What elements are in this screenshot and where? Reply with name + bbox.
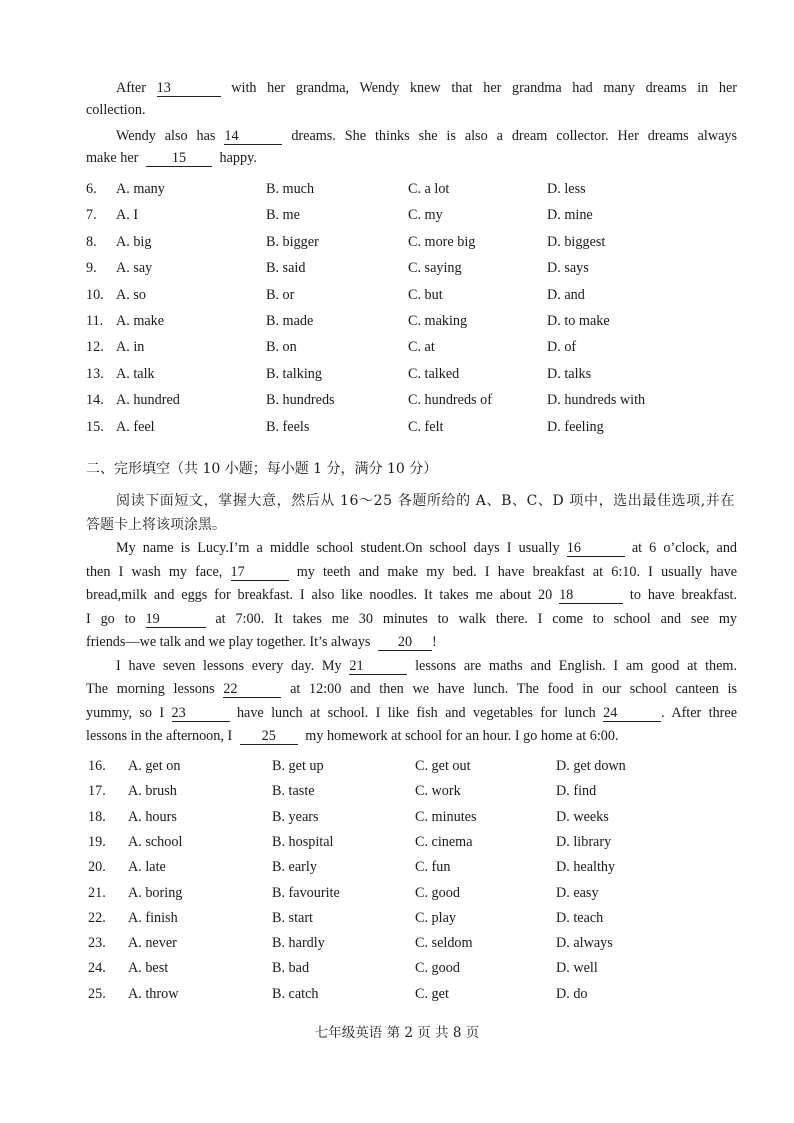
option-c: C. saying (408, 260, 462, 277)
instructions-line1: 阅读下面短文，掌握大意，然后从 16～25 各题所给的 A、B、C、D 项中，选出最佳选项,并在 (116, 493, 736, 509)
option-d: D. biggest (547, 233, 606, 250)
option-c: C. felt (408, 418, 444, 435)
option-a: A. get on (128, 758, 181, 774)
passage2-line7 (86, 681, 737, 698)
blank-18: 18 (559, 588, 623, 604)
option-a: A. school (128, 833, 183, 850)
option-a: A. best (128, 960, 169, 977)
option-row (0, 181, 794, 201)
passage2-text: have lunch at school. I like fish and vegetables for lunch (236, 705, 596, 721)
option-a: A. hundred (116, 392, 180, 409)
option-b: B. feels (266, 418, 310, 435)
blank-17: 17 (231, 565, 289, 581)
option-d: D. hundreds with (547, 392, 646, 409)
option-c: C. talked (408, 365, 460, 382)
passage2-line6 (86, 658, 737, 675)
passage1-text: with her grandma, Wendy knew that her grandma had many dreams in her (231, 80, 738, 96)
question-number: 6. (86, 181, 97, 197)
blank-22: 22 (223, 682, 281, 698)
option-d: D. always (556, 935, 613, 952)
option-row (0, 783, 794, 803)
option-a: A. I (116, 207, 139, 224)
passage2-text: to have breakfast. (629, 587, 737, 603)
blank-24-group (603, 705, 737, 721)
option-d: D. do (556, 985, 588, 1002)
passage2-text: I go to (86, 611, 136, 627)
option-row (0, 392, 794, 412)
option-d: D. feeling (547, 418, 604, 435)
question-number: 22. (88, 909, 106, 926)
passage2-text: yummy, so I (86, 705, 165, 721)
option-row (0, 910, 794, 930)
passage2-text: at 7:00. It takes me 30 minutes to walk there. I come to school and see my (215, 611, 738, 627)
option-c: C. a lot (408, 181, 450, 197)
option-d: D. healthy (556, 859, 616, 876)
question-number: 7. (86, 207, 97, 224)
question-number: 23. (88, 935, 106, 952)
option-c: C. at (408, 339, 435, 356)
option-c: C. minutes (415, 808, 477, 825)
option-d: D. library (556, 833, 612, 850)
question-number: 12. (86, 339, 104, 356)
option-c: C. good (415, 884, 460, 901)
option-b: B. get up (272, 758, 324, 774)
option-d: D. mine (547, 207, 593, 224)
passage2-text: at 6 o’clock, and (631, 540, 738, 556)
option-b: B. said (266, 260, 306, 277)
option-d: D. less (547, 181, 586, 197)
passage2-line8 (86, 705, 737, 722)
option-c: C. get (415, 985, 449, 1002)
option-row (0, 260, 794, 280)
option-a: A. never (128, 935, 177, 952)
option-b: B. or (266, 286, 295, 303)
option-d: D. and (547, 286, 585, 303)
option-d: D. talks (547, 365, 592, 382)
blank-23: 23 (172, 706, 230, 722)
option-d: D. well (556, 960, 598, 977)
blank-21: 21 (349, 659, 407, 675)
option-b: B. hardly (272, 935, 325, 952)
option-b: B. catch (272, 985, 319, 1002)
option-row (0, 809, 794, 829)
question-number: 17. (88, 783, 106, 800)
option-b: B. made (266, 313, 314, 329)
option-b: B. favourite (272, 884, 340, 901)
passage2-line4 (86, 611, 737, 628)
option-d: D. says (547, 260, 589, 277)
option-c: C. my (408, 207, 443, 224)
option-c: C. but (408, 286, 443, 303)
option-row (0, 207, 794, 227)
option-row (0, 859, 794, 879)
question-number: 14. (86, 392, 104, 409)
option-d: D. easy (556, 884, 599, 901)
option-c: C. seldom (415, 935, 473, 952)
passage2-text: at 12:00 and then we have lunch. The food in our school canteen is (290, 681, 738, 697)
blank-24: 24 (603, 706, 661, 722)
question-number: 20. (88, 859, 106, 876)
option-c: C. cinema (415, 833, 473, 850)
instructions-line2: 答题卡上将该项涂黑。 (86, 517, 226, 533)
question-number: 13. (86, 365, 104, 382)
passage1-line3 (86, 128, 737, 145)
option-a: A. make (116, 313, 165, 329)
question-number: 9. (86, 260, 97, 277)
option-row (0, 419, 794, 439)
option-a: A. late (128, 859, 166, 876)
option-c: C. more big (408, 233, 476, 250)
option-d: D. get down (556, 758, 626, 774)
question-number: 21. (88, 884, 106, 901)
option-a: A. in (116, 339, 145, 356)
option-c: C. work (415, 783, 461, 800)
option-row (0, 986, 794, 1006)
question-number: 24. (88, 960, 106, 977)
blank-20: 20 (378, 635, 432, 651)
passage2-text: friends—we talk and we play together. It’s always (86, 634, 371, 650)
passage1-line2: collection. (86, 102, 146, 118)
blank-14: 14 (224, 129, 282, 145)
blank-25: 25 (240, 729, 298, 745)
option-a: A. hours (128, 808, 177, 825)
option-row (0, 287, 794, 307)
question-number: 16. (88, 758, 106, 774)
option-row (0, 234, 794, 254)
option-a: A. big (116, 233, 152, 250)
section-heading: 二、完形填空（共 10 小题；每小题 1 分，满分 10 分） (86, 461, 438, 477)
option-a: A. brush (128, 783, 177, 800)
passage1-text: Wendy also has (116, 128, 216, 144)
passage1-line4 (86, 150, 257, 167)
option-d: D. of (547, 339, 577, 356)
option-b: B. hundreds (266, 392, 335, 409)
option-row (0, 366, 794, 386)
option-a: A. many (116, 181, 165, 197)
passage2-text: lessons are maths and English. I am good at them. (415, 658, 738, 674)
option-b: B. bigger (266, 233, 319, 250)
passage2-text: lessons in the afternoon, I (86, 728, 233, 744)
option-a: A. boring (128, 884, 183, 901)
option-row (0, 313, 794, 333)
blank-16: 16 (567, 541, 625, 557)
passage2-text: My name is Lucy.I’m a middle school student.On school days I usually (116, 540, 560, 556)
option-row (0, 960, 794, 980)
passage2-text: The morning lessons (86, 681, 215, 697)
option-d: D. teach (556, 909, 604, 926)
option-c: C. fun (415, 859, 451, 876)
option-a: A. finish (128, 909, 178, 926)
passage2-line1 (86, 540, 737, 557)
page-footer: 七年级英语 第 2 页 共 8 页 (314, 1025, 480, 1041)
option-a: A. say (116, 260, 153, 277)
option-d: D. weeks (556, 808, 609, 825)
blank-13: 13 (157, 81, 221, 97)
passage1-text: happy. (219, 150, 257, 166)
option-c: C. making (408, 313, 468, 329)
option-c: C. play (415, 909, 456, 926)
option-c: C. good (415, 960, 460, 977)
passage2-text: my homework at school for an hour. I go home at 6:00. (305, 728, 619, 744)
option-b: B. me (266, 207, 300, 224)
option-row (0, 834, 794, 854)
option-b: B. talking (266, 365, 322, 382)
option-b: B. on (266, 339, 297, 356)
option-b: B. much (266, 181, 315, 197)
passage1-line1 (86, 80, 737, 97)
option-a: A. feel (116, 418, 155, 435)
option-row (0, 885, 794, 905)
question-number: 19. (88, 833, 106, 850)
passage2-text: I have seven lessons every day. My (116, 658, 342, 674)
option-b: B. years (272, 808, 319, 825)
passage1-text: make her (86, 150, 139, 166)
option-c: C. hundreds of (408, 392, 492, 409)
passage2-text: my teeth and make my bed. I have breakfast at 6:10. I usually have (296, 564, 738, 580)
passage2-text: ! (432, 634, 437, 650)
option-row (0, 339, 794, 359)
question-number: 11. (86, 313, 104, 329)
passage1-text: dreams. She thinks she is also a dream collector. Her dreams always (291, 128, 738, 144)
option-d: D. find (556, 783, 597, 800)
option-a: A. so (116, 286, 146, 303)
option-a: A. talk (116, 365, 155, 382)
blank-19: 19 (146, 612, 206, 628)
passage2-text: then I wash my face, (86, 564, 223, 580)
passage2-text: bread,milk and eggs for breakfast. I also like noodles. It takes me about 20 (86, 587, 553, 603)
passage1-text: After (116, 80, 146, 96)
passage2-text: . After three (661, 705, 738, 721)
option-c: C. get out (415, 758, 471, 774)
option-b: B. bad (272, 960, 310, 977)
option-b: B. early (272, 859, 317, 876)
passage2-line5 (86, 634, 437, 651)
passage2-line2 (86, 564, 737, 581)
option-row (0, 758, 794, 778)
blank-15: 15 (146, 151, 212, 167)
option-b: B. taste (272, 783, 315, 800)
question-number: 25. (88, 985, 106, 1002)
question-number: 15. (86, 418, 104, 435)
option-d: D. to make (547, 313, 610, 329)
question-number: 8. (86, 233, 97, 250)
option-a: A. throw (128, 985, 179, 1002)
passage2-line3 (86, 587, 737, 604)
question-number: 18. (88, 808, 106, 825)
option-row (0, 935, 794, 955)
option-b: B. hospital (272, 833, 334, 850)
passage2-line9 (86, 728, 619, 745)
option-b: B. start (272, 909, 313, 926)
question-number: 10. (86, 286, 104, 303)
